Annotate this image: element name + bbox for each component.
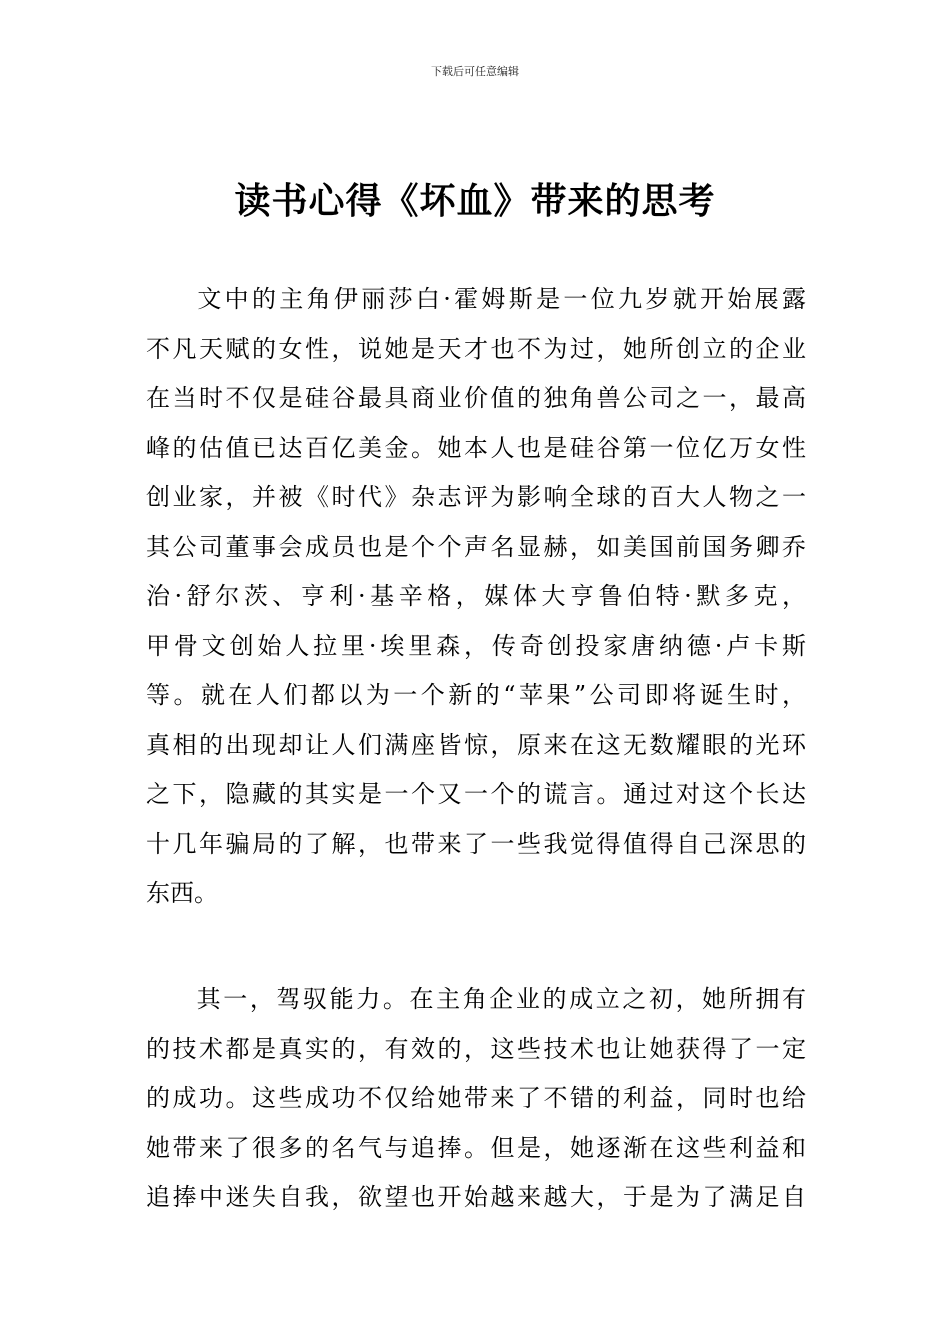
- paragraph-line: 其公司董事会成员也是个个声名显赫，如美国前国务卿乔: [146, 532, 806, 561]
- paragraph-2: [146, 975, 806, 1223]
- paragraph-line-text: 其一，驾驭能力。在主角企业的成立之初，她所拥有: [194, 985, 806, 1013]
- document-title: 读书心得《坏血》带来的思考: [234, 180, 716, 222]
- paragraph-line: [146, 975, 806, 1025]
- paragraph-line: 不凡天赋的女性，说她是天才也不为过，她所创立的企业: [146, 334, 806, 363]
- paragraph-line: 治·舒尔茨、亨利·基辛格，媒体大亨鲁伯特·默多克，: [146, 582, 806, 610]
- paragraph-line: 十几年骗局的了解，也带来了一些我觉得值得自己深思的: [146, 829, 806, 858]
- paragraph-line: 东西。: [146, 879, 218, 907]
- paragraph-line: [146, 275, 806, 325]
- paragraph-line: 的成功。这些成功不仅给她带来了不错的利益，同时也给: [146, 1084, 806, 1112]
- paragraph-line-text: 文中的主角伊丽莎白·霍姆斯是一位九岁就开始展露: [194, 285, 806, 313]
- paragraph-1: [146, 275, 806, 919]
- paragraph-line: 的技术都是真实的，有效的，这些技术也让她获得了一定: [146, 1034, 806, 1063]
- paragraph-line: 在当时不仅是硅谷最具商业价值的独角兽公司之一，最高: [146, 384, 806, 412]
- paragraph-line: 之下，隐藏的其实是一个又一个的谎言。通过对这个长达: [146, 780, 806, 808]
- paragraph-line: 追捧中迷失自我，欲望也开始越来越大，于是为了满足自: [146, 1183, 806, 1211]
- paragraph-line: 真相的出现却让人们满座皆惊，原来在这无数耀眼的光环: [146, 730, 806, 759]
- paragraph-line: 等。就在人们都以为一个新的“苹果”公司即将诞生时，: [146, 681, 806, 709]
- header-note: 下载后可任意编辑: [431, 65, 519, 78]
- paragraph-line: 峰的估值已达百亿美金。她本人也是硅谷第一位亿万女性: [146, 433, 806, 462]
- paragraph-line: 她带来了很多的名气与追捧。但是，她逐渐在这些利益和: [146, 1133, 806, 1162]
- paragraph-line: 甲骨文创始人拉里·埃里森，传奇创投家唐纳德·卢卡斯: [146, 631, 806, 660]
- paragraph-line: 创业家，并被《时代》杂志评为影响全球的百大人物之一: [146, 483, 806, 511]
